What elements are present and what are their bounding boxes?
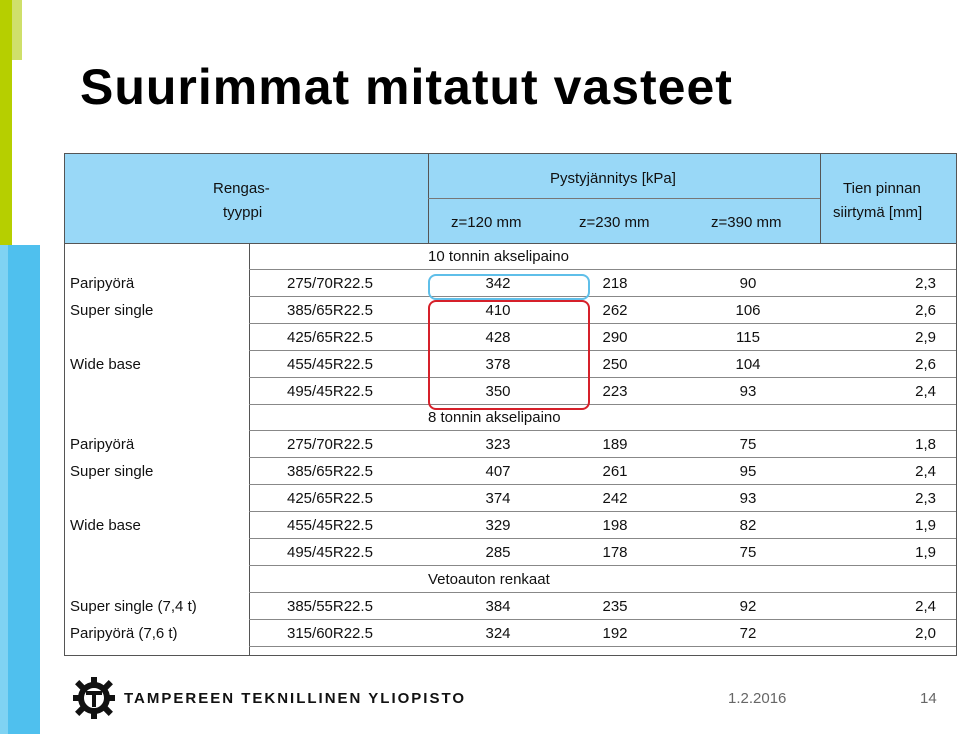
highlight-box-red <box>428 300 590 410</box>
stress-z390-cell: 75 <box>739 436 757 454</box>
row-rule <box>249 457 956 458</box>
tire-size-cell: 385/55R22.5 <box>287 597 373 615</box>
header-z3: z=390 mm <box>711 214 782 231</box>
stress-z230-cell: 261 <box>602 463 628 481</box>
section-label: Vetoauton renkaat <box>428 570 550 588</box>
header-divider <box>428 154 429 245</box>
surface-displacement-cell: 2,6 <box>915 301 936 319</box>
stress-z390-cell: 72 <box>739 624 757 642</box>
stress-z390-cell: 93 <box>739 490 757 508</box>
stress-z120-cell: 410 <box>485 301 511 319</box>
accent-bar-green-light <box>12 0 22 60</box>
tire-type-cell: Super single <box>70 301 154 319</box>
row-rule <box>249 619 956 620</box>
table-row <box>65 621 956 647</box>
stress-z230-cell: 189 <box>602 436 628 454</box>
stress-z120-cell: 329 <box>485 517 511 534</box>
stress-z390-cell: 92 <box>739 597 757 615</box>
surface-displacement-cell: 2,6 <box>915 355 936 373</box>
surface-displacement-cell: 2,4 <box>915 597 936 615</box>
table-row <box>65 513 956 539</box>
section-label: 8 tonnin akselipaino <box>428 409 561 427</box>
tire-type-cell: Paripyörä <box>70 274 135 292</box>
tire-type-cell: Wide base <box>70 517 141 534</box>
stress-z390-cell: 95 <box>739 463 757 481</box>
tire-size-cell: 275/70R22.5 <box>287 436 373 454</box>
stress-z230-cell: 242 <box>602 490 628 508</box>
row-rule <box>249 404 956 405</box>
tire-type-cell: Super single <box>70 463 154 481</box>
stress-z390-cell: 75 <box>739 543 757 561</box>
university-logo-icon <box>72 676 116 720</box>
stress-z390-cell: 93 <box>739 382 757 400</box>
footer-organization: TAMPEREEN TEKNILLINEN YLIOPISTO <box>124 690 467 707</box>
section-row <box>65 244 956 270</box>
header-disp-line2: siirtymä [mm] <box>833 204 923 221</box>
row-rule <box>249 350 956 351</box>
tire-type-cell: Wide base <box>70 355 141 373</box>
stress-z230-cell: 178 <box>602 543 628 561</box>
table-row <box>65 594 956 620</box>
header-type-line2: tyyppi <box>223 204 263 221</box>
header-disp-line1: Tien pinnan <box>843 180 921 197</box>
table-row <box>65 459 956 485</box>
tire-size-cell: 385/65R22.5 <box>287 463 373 481</box>
header-z1: z=120 mm <box>451 214 522 231</box>
stress-z120-cell: 428 <box>485 328 511 346</box>
header-type-line1: Rengas- <box>213 180 270 197</box>
slide-title: Suurimmat mitatut vasteet <box>80 59 733 115</box>
surface-displacement-cell: 2,0 <box>915 624 936 642</box>
header-subdivider <box>428 198 820 199</box>
accent-bar-blue <box>8 245 40 734</box>
surface-displacement-cell: 1,9 <box>915 543 936 561</box>
section-label: 10 tonnin akselipaino <box>428 248 569 265</box>
header-z2: z=230 mm <box>579 214 650 231</box>
stress-z390-cell: 82 <box>739 517 757 534</box>
stress-z390-cell: 90 <box>739 274 757 292</box>
row-rule <box>249 323 956 324</box>
surface-displacement-cell: 1,9 <box>915 517 936 534</box>
row-rule <box>249 538 956 539</box>
stress-z120-cell: 378 <box>485 355 511 373</box>
stress-z390-cell: 115 <box>736 328 760 346</box>
stress-z120-cell: 374 <box>485 490 511 508</box>
stress-z390-cell: 106 <box>735 301 761 319</box>
stress-z230-cell: 218 <box>602 274 628 292</box>
stress-z230-cell: 198 <box>602 517 628 534</box>
stress-z120-cell: 407 <box>485 463 511 481</box>
slide-date: 1.2.2016 <box>728 690 787 707</box>
tire-type-cell: Super single (7,4 t) <box>70 597 197 615</box>
row-rule <box>249 377 956 378</box>
row-rule <box>249 511 956 512</box>
row-rule <box>249 484 956 485</box>
surface-displacement-cell: 2,9 <box>915 328 936 346</box>
table-header <box>64 153 957 244</box>
stress-z120-cell: 324 <box>485 624 511 642</box>
stress-z120-cell: 384 <box>485 597 511 615</box>
header-group: Pystyjännitys [kPa] <box>550 170 676 187</box>
accent-bar-green <box>0 0 12 245</box>
row-rule <box>249 565 956 566</box>
stress-z230-cell: 223 <box>602 382 628 400</box>
stress-z230-cell: 290 <box>602 328 628 346</box>
stress-z230-cell: 262 <box>602 301 628 319</box>
tire-size-cell: 425/65R22.5 <box>287 328 373 346</box>
stress-z230-cell: 192 <box>602 624 628 642</box>
surface-displacement-cell: 2,3 <box>915 274 936 292</box>
row-rule <box>249 592 956 593</box>
tire-size-cell: 315/60R22.5 <box>287 624 373 642</box>
table-row <box>65 486 956 512</box>
table-row <box>65 540 956 566</box>
section-row <box>65 567 956 593</box>
table-row <box>65 432 956 458</box>
tire-size-cell: 455/45R22.5 <box>287 355 373 373</box>
tire-size-cell: 275/70R22.5 <box>287 274 373 292</box>
stress-z230-cell: 250 <box>602 355 628 373</box>
surface-displacement-cell: 2,4 <box>915 463 936 481</box>
row-rule <box>249 646 956 647</box>
tire-size-cell: 385/65R22.5 <box>287 301 373 319</box>
stress-z120-cell: 342 <box>485 274 511 292</box>
highlight-box-blue <box>428 274 590 300</box>
tire-type-cell: Paripyörä (7,6 t) <box>70 624 178 642</box>
page-number: 14 <box>920 690 937 707</box>
surface-displacement-cell: 2,3 <box>915 490 936 508</box>
stress-z120-cell: 285 <box>485 543 511 561</box>
stress-z390-cell: 104 <box>735 355 761 373</box>
surface-displacement-cell: 2,4 <box>915 382 936 400</box>
tire-size-cell: 495/45R22.5 <box>287 543 373 561</box>
header-divider <box>820 154 821 245</box>
accent-bar-blue-light <box>0 245 8 734</box>
row-rule <box>249 296 956 297</box>
tire-size-cell: 425/65R22.5 <box>287 490 373 508</box>
row-rule <box>249 430 956 431</box>
row-rule <box>249 269 956 270</box>
stress-z120-cell: 350 <box>485 382 511 400</box>
stress-z120-cell: 323 <box>485 436 511 454</box>
tire-size-cell: 455/45R22.5 <box>287 517 373 534</box>
stress-z230-cell: 235 <box>602 597 628 615</box>
tire-size-cell: 495/45R22.5 <box>287 382 373 400</box>
surface-displacement-cell: 1,8 <box>915 436 936 454</box>
tire-type-cell: Paripyörä <box>70 436 135 454</box>
